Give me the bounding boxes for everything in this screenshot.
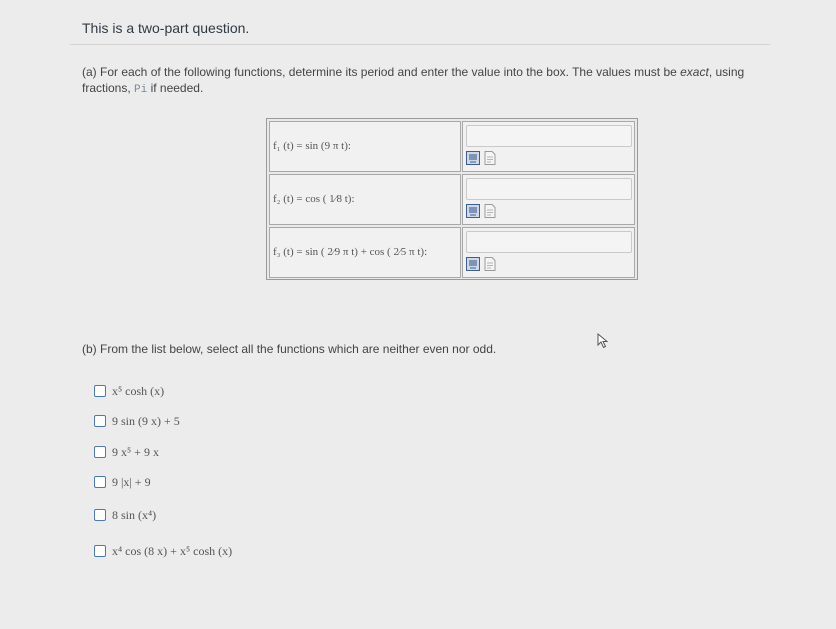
table-row — [269, 227, 635, 278]
option-label: 8 sin (x⁴) — [112, 507, 157, 522]
preview-icon[interactable] — [466, 257, 480, 271]
option-item[interactable] — [94, 506, 156, 524]
answer-cell — [462, 174, 635, 225]
function-cell — [269, 121, 461, 172]
option-checkbox[interactable] — [94, 446, 106, 458]
option-checkbox[interactable] — [94, 509, 106, 521]
option-label: x⁵ cosh (x) — [112, 383, 165, 398]
option-item[interactable] — [94, 473, 151, 491]
function-cell — [269, 174, 461, 225]
option-label: 9 |x| + 9 — [112, 474, 151, 489]
option-checkbox[interactable] — [94, 385, 106, 397]
preview-icon[interactable] — [466, 151, 480, 165]
option-checkbox[interactable] — [94, 545, 106, 557]
mouse-cursor-icon — [597, 333, 609, 349]
option-item[interactable] — [94, 382, 164, 400]
period-input-1[interactable] — [466, 125, 632, 147]
period-table — [266, 118, 638, 280]
help-icon[interactable] — [483, 204, 497, 218]
part-a-text-1: (a) For each of the following functions, determine its period and enter the value into the box. The values must be — [82, 65, 681, 79]
answer-cell — [462, 121, 635, 172]
question-title: This is a two-part question. — [82, 20, 250, 36]
option-label: 9 sin (9 x) + 5 — [112, 413, 180, 428]
period-input-2[interactable] — [466, 178, 632, 200]
help-icon[interactable] — [483, 257, 497, 271]
option-item[interactable] — [94, 542, 232, 560]
part-a-emphasis: exact — [680, 65, 709, 79]
part-a-text-2: , using fractions, — [82, 65, 745, 95]
option-item[interactable] — [94, 412, 180, 430]
part-a-code: Pi — [134, 84, 148, 96]
part-a-instructions — [82, 64, 782, 98]
table-row — [269, 121, 635, 172]
function-label: f₃ (t) = sin ( 2⁄9 π t) + cos ( 2⁄5 π t): — [273, 246, 428, 258]
period-input-3[interactable] — [466, 231, 632, 253]
help-icon[interactable] — [483, 151, 497, 165]
option-checkbox[interactable] — [94, 415, 106, 427]
divider — [70, 44, 770, 45]
option-checkbox[interactable] — [94, 476, 106, 488]
table-row — [269, 174, 635, 225]
option-label: x⁴ cos (8 x) + x⁵ cosh (x) — [112, 543, 233, 558]
answer-cell — [462, 227, 635, 278]
function-label: f₁ (t) = sin (9 π t): — [273, 140, 351, 152]
function-cell — [269, 227, 461, 278]
part-b-prompt: (b) From the list below, select all the functions which are neither even nor odd. — [82, 342, 497, 356]
part-a-text-3: if needed. — [147, 81, 204, 95]
option-item[interactable] — [94, 443, 159, 461]
function-label: f₂ (t) = cos ( 1⁄8 t): — [273, 193, 355, 205]
option-label: 9 x⁵ + 9 x — [112, 444, 159, 459]
preview-icon[interactable] — [466, 204, 480, 218]
